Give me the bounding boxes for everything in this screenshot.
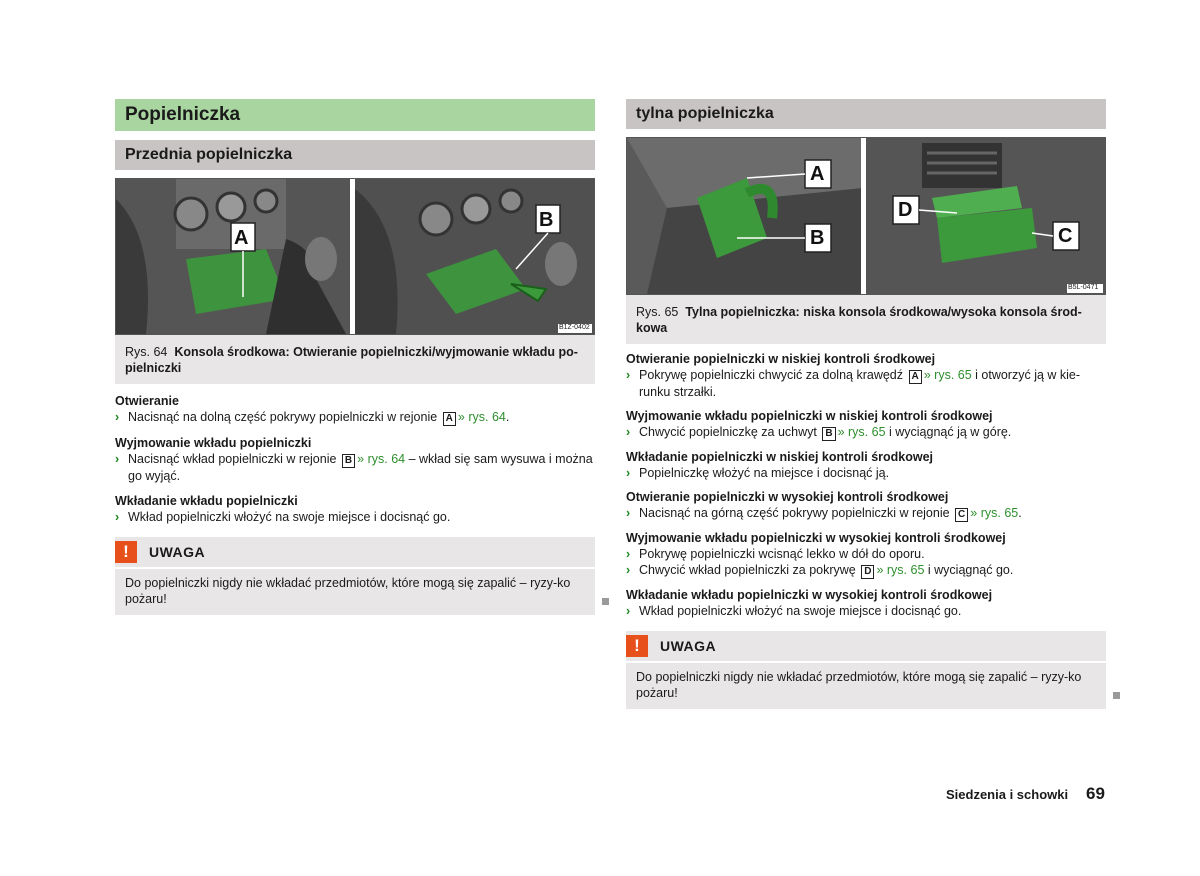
warning-title: UWAGA bbox=[660, 638, 717, 654]
instruction-section bbox=[115, 393, 595, 426]
instruction-section bbox=[115, 435, 595, 484]
key-label: A bbox=[909, 370, 922, 384]
instruction-section bbox=[626, 351, 1106, 400]
chevron-right-icon: › bbox=[626, 425, 631, 439]
page-number: 69 bbox=[1086, 784, 1105, 803]
section-title: Wyjmowanie wkładu popielniczki w wysokiej kontroli środkowej bbox=[626, 531, 1006, 545]
figure-label-b: B bbox=[810, 227, 825, 249]
instruction-step: › Pokrywę popielniczki chwycić za dolną krawędź A » rys. 65 i otworzyć ją w kie-runku strzałki. bbox=[626, 368, 1081, 399]
figure-reference-link[interactable]: » rys. 64 bbox=[457, 410, 506, 424]
instruction-step: › Pokrywę popielniczki wcisnąć lekko w dół do oporu. bbox=[626, 547, 925, 561]
figure-label-a: A bbox=[810, 163, 825, 185]
instruction-step: › Wkład popielniczki włożyć na swoje miejsce i docisnąć go. bbox=[626, 604, 962, 618]
figure-code: B1Z-0402 bbox=[559, 324, 590, 331]
instruction-section bbox=[626, 449, 1106, 481]
figure-label-c: C bbox=[1058, 225, 1073, 247]
section-title: Wyjmowanie wkładu popielniczki bbox=[115, 436, 312, 450]
chevron-right-icon: › bbox=[626, 604, 631, 618]
section-title: Otwieranie popielniczki w niskiej kontroli środkowej bbox=[626, 352, 936, 366]
warning-title: UWAGA bbox=[149, 544, 206, 560]
rear-console-illustration bbox=[627, 138, 1105, 294]
warning-box bbox=[626, 631, 1106, 709]
instruction-section bbox=[115, 493, 595, 525]
section-heading: Popielniczka bbox=[115, 99, 595, 131]
figure-reference-link[interactable]: » rys. 64 bbox=[357, 452, 406, 466]
chevron-right-icon: › bbox=[626, 368, 631, 382]
end-marker bbox=[602, 598, 609, 605]
key-label: A bbox=[443, 412, 456, 426]
right-column bbox=[626, 99, 1106, 709]
section-title: Otwieranie bbox=[115, 394, 179, 408]
figure-65 bbox=[626, 137, 1106, 295]
figure-caption bbox=[115, 335, 595, 384]
caption-text: Tylna popielniczka: niska konsola środkowa/wysoka konsola środ-kowa bbox=[636, 305, 1082, 335]
instruction-step: › Nacisnąć wkład popielniczki w rejonie B » rys. 64 – wkład się sam wysuwa i można go wyjąć. bbox=[115, 452, 593, 483]
exclamation-icon: ! bbox=[626, 635, 648, 657]
section-title: Wkładanie popielniczki w niskiej kontroli środkowej bbox=[626, 450, 934, 464]
key-label: D bbox=[861, 565, 874, 579]
instruction-step: › Popielniczkę włożyć na miejsce i docisnąć ją. bbox=[626, 466, 890, 480]
warning-box bbox=[115, 537, 595, 615]
instruction-step: › Nacisnąć na górną część pokrywy popielniczki w rejonie C » rys. 65. bbox=[626, 506, 1022, 520]
figure-label-b: B bbox=[539, 209, 554, 231]
figure-reference-link[interactable]: » rys. 65 bbox=[876, 563, 925, 577]
chevron-right-icon: › bbox=[626, 547, 631, 561]
warning-text: Do popielniczki nigdy nie wkładać przedmiotów, które mogą się zapalić – ryzy-ko pożaru! bbox=[115, 567, 595, 615]
chevron-right-icon: › bbox=[626, 466, 631, 480]
subsection-heading: Przednia popielniczka bbox=[115, 140, 595, 170]
exclamation-icon: ! bbox=[115, 541, 137, 563]
section-title: Otwieranie popielniczki w wysokiej kontroli środkowej bbox=[626, 490, 949, 504]
section-title: Wyjmowanie wkładu popielniczki w niskiej kontroli środkowej bbox=[626, 409, 993, 423]
caption-text: Konsola środkowa: Otwieranie popielniczki/wyjmowanie wkładu po-pielniczki bbox=[125, 345, 578, 375]
warning-text: Do popielniczki nigdy nie wkładać przedmiotów, które mogą się zapalić – ryzy-ko pożaru! bbox=[626, 661, 1106, 709]
chevron-right-icon: › bbox=[626, 563, 631, 577]
chevron-right-icon: › bbox=[115, 410, 120, 424]
subsection-heading: tylna popielniczka bbox=[626, 99, 1106, 129]
warning-header bbox=[626, 631, 1106, 661]
left-column bbox=[115, 99, 595, 615]
caption-prefix: Rys. 64 bbox=[125, 345, 168, 359]
caption-prefix: Rys. 65 bbox=[636, 305, 679, 319]
footer-section-title: Siedzenia i schowki bbox=[946, 787, 1069, 802]
figure-64 bbox=[115, 178, 595, 335]
chevron-right-icon: › bbox=[115, 510, 120, 524]
instruction-step: › Nacisnąć na dolną część pokrywy popielniczki w rejonie A » rys. 64. bbox=[115, 410, 510, 424]
end-marker bbox=[1113, 692, 1120, 699]
key-label: B bbox=[342, 454, 355, 468]
key-label: B bbox=[822, 427, 835, 441]
instruction-section bbox=[626, 587, 1106, 619]
figure-caption bbox=[626, 295, 1106, 344]
instruction-section bbox=[626, 530, 1106, 579]
chevron-right-icon: › bbox=[115, 452, 120, 466]
section-title: Wkładanie wkładu popielniczki bbox=[115, 494, 298, 508]
chevron-right-icon: › bbox=[626, 506, 631, 520]
instruction-section bbox=[626, 489, 1106, 522]
figure-code: B5L-0471 bbox=[1068, 284, 1099, 291]
figure-reference-link[interactable]: » rys. 65 bbox=[970, 506, 1019, 520]
key-label: C bbox=[955, 508, 968, 522]
instruction-section bbox=[626, 408, 1106, 441]
section-title: Wkładanie wkładu popielniczki w wysokiej kontroli środkowej bbox=[626, 588, 993, 602]
console-illustration bbox=[116, 179, 594, 334]
instruction-step: › Wkład popielniczki włożyć na swoje miejsce i docisnąć go. bbox=[115, 510, 451, 524]
instruction-step: › Chwycić popielniczkę za uchwyt B » rys. 65 i wyciągnąć ją w górę. bbox=[626, 425, 1012, 439]
warning-header bbox=[115, 537, 595, 567]
instruction-step: › Chwycić wkład popielniczki za pokrywę D » rys. 65 i wyciągnąć go. bbox=[626, 563, 1014, 577]
figure-label-d: D bbox=[898, 199, 913, 221]
figure-reference-link[interactable]: » rys. 65 bbox=[837, 425, 886, 439]
figure-label-a: A bbox=[234, 227, 249, 249]
figure-reference-link[interactable]: » rys. 65 bbox=[923, 368, 972, 382]
